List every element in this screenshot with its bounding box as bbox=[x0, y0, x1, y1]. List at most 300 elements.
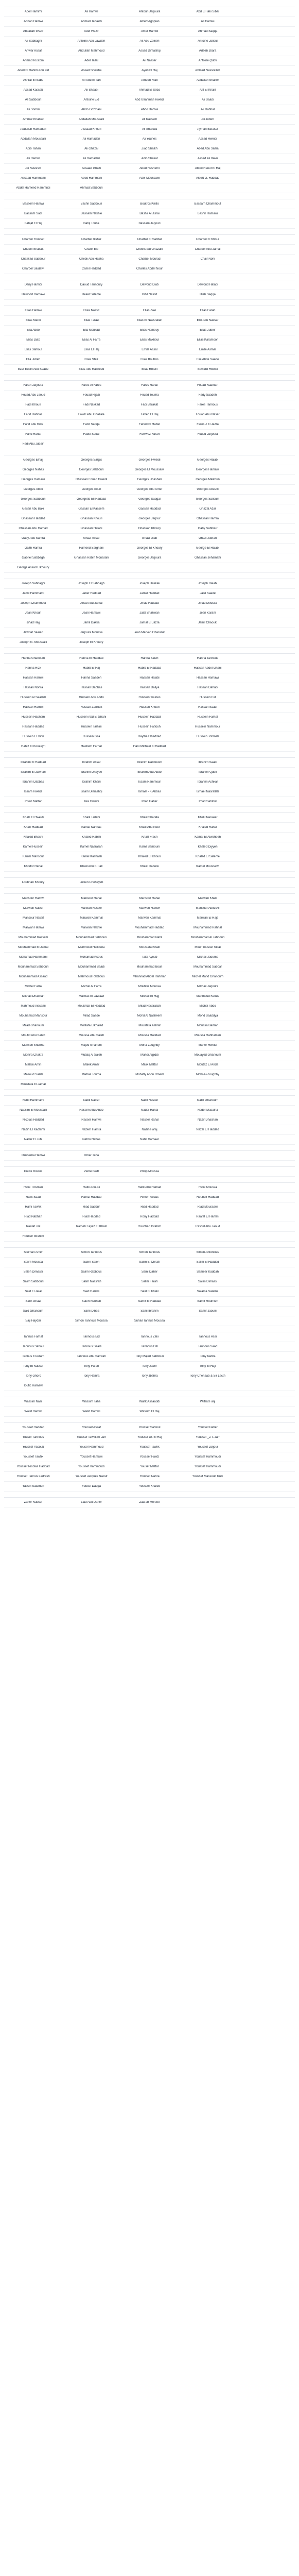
name-cell: Mansour Rahal bbox=[81, 896, 102, 900]
name-cell: Hassan Haddad bbox=[22, 725, 44, 728]
name-cell: Youssef Jarjour bbox=[197, 1445, 218, 1449]
name-cell: Antoine Jalloul bbox=[198, 39, 218, 43]
name-cell bbox=[237, 1128, 295, 1132]
name-cell bbox=[237, 433, 295, 436]
name-cell: Marwan Hamwi bbox=[139, 906, 160, 910]
name-cell: Elias Boutros bbox=[140, 358, 159, 361]
name-cell: Adib Tahan bbox=[25, 147, 41, 150]
name-cell bbox=[237, 338, 295, 342]
name-cell: Fares Rahal bbox=[141, 383, 158, 387]
name-cell: Samir El Haddad bbox=[138, 1299, 161, 1303]
name-cell: Nabil Ghanoum bbox=[197, 1098, 219, 1102]
name-cell: Bashir Hamawi bbox=[197, 212, 218, 215]
table-row bbox=[4, 1472, 295, 1482]
name-cell bbox=[237, 826, 295, 829]
name-section bbox=[4, 1391, 295, 1417]
name-cell bbox=[237, 1384, 295, 1388]
name-section bbox=[4, 229, 295, 274]
name-cell: Hussein Issa bbox=[82, 735, 100, 738]
name-cell bbox=[237, 413, 295, 417]
name-cell: Bassem Hamwi bbox=[22, 202, 44, 206]
name-cell: Roubeir Haddad bbox=[197, 1195, 219, 1199]
name-cell: Salih Ghazi bbox=[25, 1299, 41, 1303]
name-cell: Assaad Hammami bbox=[21, 176, 46, 180]
name-cell bbox=[237, 897, 295, 901]
name-cell: Adnan Hamwi bbox=[24, 20, 43, 23]
table-row bbox=[4, 335, 295, 345]
name-cell: Elie Abde Saade bbox=[196, 358, 219, 361]
table-row bbox=[4, 608, 295, 618]
name-cell: Farid Saqqa bbox=[83, 422, 100, 426]
name-cell: Mokhtar Moussa bbox=[138, 985, 161, 988]
name-cell bbox=[237, 1024, 295, 1028]
name-cell: Khaled El Saleme bbox=[196, 855, 220, 858]
table-row bbox=[4, 1332, 295, 1342]
name-section bbox=[4, 1145, 295, 1161]
name-cell: Ismael Nasrallah bbox=[196, 790, 219, 793]
name-cell: Ibrahim Khairi bbox=[82, 780, 101, 784]
name-cell: Youssef Nicolas Haddad bbox=[16, 1465, 50, 1468]
name-cell: Georges Malkoun bbox=[196, 478, 220, 481]
name-cell: Ibrahim Ashkar bbox=[197, 780, 218, 784]
name-cell bbox=[237, 790, 295, 794]
name-cell: Salim Sabbouri bbox=[23, 1280, 44, 1283]
name-cell: Hameed Sarghani bbox=[79, 546, 104, 550]
name-cell: Youssef Khaled bbox=[139, 1484, 160, 1488]
name-cell: Walid Hamwi bbox=[82, 1410, 100, 1413]
name-cell: Michel Farra bbox=[25, 985, 42, 988]
name-cell bbox=[237, 1270, 295, 1274]
name-cell bbox=[237, 1005, 295, 1008]
table-row bbox=[4, 199, 295, 209]
name-cell: Khaled Rabihi bbox=[82, 835, 101, 839]
name-cell: Abdel Hameed Hammudi bbox=[16, 186, 50, 190]
name-cell: Georges Hamawi bbox=[21, 478, 45, 481]
name-section bbox=[4, 872, 295, 888]
name-cell bbox=[237, 946, 295, 950]
section-divider bbox=[4, 1326, 295, 1332]
name-cell: Youssef Dr. El Haj bbox=[137, 1435, 162, 1439]
name-cell: Youssef Hamawi bbox=[80, 1455, 103, 1459]
name-cell: Jean Khouri bbox=[25, 611, 42, 615]
name-cell: Elias Mardi bbox=[25, 318, 41, 322]
name-section bbox=[4, 1326, 295, 1391]
name-cell bbox=[179, 631, 237, 635]
name-cell bbox=[237, 59, 295, 63]
name-cell: Ibrahim Dhaybe bbox=[80, 770, 102, 774]
name-cell bbox=[179, 1170, 237, 1174]
name-cell: Malek Amer bbox=[83, 1063, 100, 1066]
name-cell bbox=[237, 547, 295, 550]
name-cell bbox=[237, 1251, 295, 1255]
name-cell bbox=[237, 602, 295, 605]
name-cell: Georges Abu Amer bbox=[136, 487, 163, 491]
name-cell: Hussein Fattouh bbox=[138, 725, 161, 728]
name-cell: Tony Jaber bbox=[142, 1364, 157, 1368]
name-cell: Chebli Abu Hatiha bbox=[79, 257, 104, 261]
table-row bbox=[4, 842, 295, 852]
section-divider bbox=[4, 1417, 295, 1423]
name-cell: Saji Haydar bbox=[25, 1319, 41, 1323]
name-cell: Said El Jalal bbox=[25, 1290, 42, 1293]
name-cell: Ihsan Mattar bbox=[25, 800, 42, 803]
name-cell: Salim Dimassi bbox=[198, 1280, 218, 1283]
name-cell: Gassan El Kassem bbox=[78, 507, 104, 511]
name-cell bbox=[237, 735, 295, 739]
table-row bbox=[4, 37, 295, 46]
name-section bbox=[4, 1492, 295, 1507]
section-divider bbox=[4, 1177, 295, 1183]
name-cell: Tony Ghoro bbox=[25, 1374, 41, 1378]
section-divider bbox=[4, 888, 295, 894]
name-cell bbox=[237, 612, 295, 615]
name-cell bbox=[237, 641, 295, 645]
name-cell: Salim Nassrah bbox=[81, 1280, 101, 1283]
name-cell: Sami Daher bbox=[141, 1270, 158, 1274]
name-cell: Elias Hamouy bbox=[140, 328, 159, 332]
table-row bbox=[4, 290, 295, 300]
table-row bbox=[4, 878, 295, 888]
name-cell: Youssef Hammoudi bbox=[78, 1465, 104, 1468]
name-cell: Salim Farah bbox=[141, 1280, 158, 1283]
table-row bbox=[4, 400, 295, 410]
name-section bbox=[4, 1, 295, 193]
name-cell: Issam Nammour bbox=[138, 780, 161, 784]
name-cell: Toufic Hamawi bbox=[23, 1384, 43, 1387]
table-row bbox=[4, 1202, 295, 1212]
table-row bbox=[4, 1287, 295, 1297]
name-cell: Elias Farah bbox=[200, 309, 216, 312]
name-cell bbox=[237, 309, 295, 313]
name-cell bbox=[237, 293, 295, 297]
name-cell: Moussa Rahhaman bbox=[194, 1033, 221, 1037]
name-cell: Chafik El Sabbour bbox=[21, 257, 46, 261]
name-cell: Hassan Khouri bbox=[139, 705, 160, 709]
name-cell bbox=[237, 1073, 295, 1077]
name-cell: Said El Khalil bbox=[140, 1290, 159, 1293]
name-cell: Saleh Nabhan bbox=[81, 1299, 101, 1303]
name-cell: Nasser Rahal bbox=[140, 1118, 159, 1122]
table-row bbox=[4, 923, 295, 933]
table-row bbox=[4, 722, 295, 732]
name-cell bbox=[237, 177, 295, 180]
name-cell: Khalil Sharafa bbox=[140, 816, 159, 819]
name-cell: Emile Assal bbox=[142, 348, 157, 351]
name-cell: Riad Haddad bbox=[140, 1205, 159, 1209]
table-row bbox=[4, 904, 295, 913]
table-row bbox=[4, 365, 295, 375]
section-divider bbox=[4, 648, 295, 654]
name-cell: Ahmad Sabbouri bbox=[80, 186, 103, 190]
name-cell: Nazih El Haddad bbox=[196, 1128, 219, 1131]
name-cell: Moussa Badran bbox=[197, 1024, 219, 1027]
table-row bbox=[4, 1135, 295, 1145]
name-cell: Khodor Rahal bbox=[24, 865, 43, 868]
name-cell bbox=[237, 631, 295, 635]
name-cell: Rashid Abu Jaoud bbox=[195, 1225, 220, 1228]
name-cell: Moustafa Khalil bbox=[139, 945, 160, 949]
name-cell: Nassim El Moussalli bbox=[20, 1108, 47, 1112]
name-cell: Youssef Daher bbox=[198, 1426, 218, 1429]
name-cell: Ghazi Assaf bbox=[83, 536, 100, 540]
name-cell: Mouhammad Sabbar bbox=[193, 965, 222, 969]
name-cell: Tony Jbehra bbox=[141, 1374, 158, 1378]
name-cell: Oussama Hamwi bbox=[21, 1154, 45, 1157]
name-cell: Tannous Dib bbox=[141, 1345, 158, 1348]
name-cell: Charbel El Khour bbox=[196, 238, 219, 241]
table-row bbox=[4, 355, 295, 365]
name-cell bbox=[237, 926, 295, 930]
section-divider bbox=[4, 274, 295, 280]
name-cell: Bassam Sadi bbox=[24, 212, 42, 215]
table-row bbox=[4, 894, 295, 904]
name-section bbox=[4, 1177, 295, 1242]
name-cell bbox=[237, 1465, 295, 1469]
name-cell bbox=[237, 1375, 295, 1378]
name-cell: Moustafa Ashraf bbox=[138, 1024, 161, 1027]
name-cell bbox=[237, 202, 295, 206]
name-cell: Assad Sheikha bbox=[81, 69, 102, 72]
name-cell: Hanna Tannous bbox=[197, 656, 219, 660]
name-cell: Mouhammad Rahhal bbox=[194, 926, 222, 929]
name-cell: Ghassan Halabi bbox=[80, 527, 102, 530]
table-row bbox=[4, 982, 295, 992]
name-cell: Joseph Halabi bbox=[198, 582, 218, 585]
name-cell: Hassan Dahabi bbox=[197, 686, 218, 689]
table-row bbox=[4, 777, 295, 787]
name-cell bbox=[237, 69, 295, 73]
name-cell: Elias Sfeir bbox=[84, 358, 98, 361]
section-divider bbox=[4, 375, 295, 381]
name-cell bbox=[237, 676, 295, 680]
table-row bbox=[4, 553, 295, 563]
name-cell: Georges El Moussawi bbox=[134, 468, 165, 471]
name-cell: Youssef Tannus Ladrash bbox=[16, 1475, 50, 1478]
name-cell: Tony El Nasser bbox=[23, 1364, 44, 1368]
name-cell: Nazem Hamra bbox=[81, 1128, 101, 1131]
name-cell bbox=[237, 89, 295, 92]
name-cell bbox=[237, 384, 295, 387]
name-cell bbox=[237, 283, 295, 287]
name-cell bbox=[237, 30, 295, 33]
name-cell: Ali Ramadan bbox=[82, 157, 100, 160]
name-cell bbox=[179, 222, 237, 226]
name-cell: Roudhad Ibrahim bbox=[137, 1225, 162, 1228]
table-row bbox=[4, 255, 295, 264]
name-cell: Hanna Ghanoum bbox=[21, 656, 45, 660]
name-cell: Elia Jubeh bbox=[26, 358, 41, 361]
name-cell: Issam Hweidi bbox=[24, 790, 43, 793]
name-cell: Dawoud Diab bbox=[140, 283, 159, 286]
table-row bbox=[4, 105, 295, 115]
name-cell bbox=[237, 167, 295, 171]
name-cell: Tannous Saad bbox=[198, 1345, 218, 1348]
name-cell: Said Ghanoum bbox=[23, 1309, 44, 1313]
name-cell: Elia Moukad bbox=[83, 328, 100, 332]
name-cell bbox=[237, 1186, 295, 1190]
name-cell: Chair Nohi bbox=[200, 257, 215, 261]
name-section bbox=[4, 300, 295, 375]
name-cell: Marwan Kammal bbox=[138, 916, 161, 920]
name-cell bbox=[237, 358, 295, 362]
name-cell bbox=[237, 800, 295, 804]
name-cell: Abdo Hamwi bbox=[140, 108, 159, 111]
name-cell: Elias Zaki bbox=[143, 309, 156, 312]
name-cell: Youssef Jacques Nassif bbox=[75, 1475, 108, 1478]
name-section bbox=[4, 1090, 295, 1145]
name-cell bbox=[237, 348, 295, 352]
name-cell: Abed Abu Salha bbox=[197, 147, 219, 150]
name-cell: Sami Ibrahim bbox=[140, 1309, 159, 1313]
name-cell: Jamal El Jazra bbox=[139, 621, 160, 624]
name-cell: Ali Hamwi bbox=[26, 157, 40, 160]
name-cell: Walid Hamwi bbox=[24, 1410, 42, 1413]
name-cell bbox=[237, 212, 295, 216]
name-cell: Habib El Haj bbox=[83, 666, 100, 670]
table-row bbox=[4, 787, 295, 797]
name-cell: Ghassan Hamra bbox=[196, 517, 219, 520]
name-cell: Milad Ghanoum bbox=[22, 1024, 44, 1027]
name-cell: Ayman Barakat bbox=[197, 127, 218, 131]
name-cell: Camil Haddad bbox=[81, 267, 101, 270]
name-cell: Tannus El Adam bbox=[22, 1354, 44, 1358]
name-cell: Adeeb Jbara bbox=[199, 49, 217, 53]
name-cell bbox=[179, 1501, 237, 1504]
table-row bbox=[4, 381, 295, 391]
name-cell bbox=[237, 1170, 295, 1174]
name-cell bbox=[237, 1355, 295, 1359]
name-cell: Hassan Hamwi bbox=[23, 676, 44, 680]
name-cell: Roubeir Ibrahim bbox=[22, 1234, 44, 1238]
name-cell: Jawdat Saaied bbox=[23, 631, 43, 634]
name-cell: Haytha Elhaddad bbox=[137, 735, 162, 738]
table-row bbox=[4, 992, 295, 1002]
name-cell: Georges Sabbouri bbox=[21, 497, 46, 501]
table-row bbox=[4, 56, 295, 66]
name-cell: Abed Hashemi bbox=[139, 166, 160, 170]
table-row bbox=[4, 732, 295, 742]
name-cell bbox=[237, 725, 295, 729]
name-cell: Mahmoud Ksous bbox=[196, 994, 219, 998]
name-cell: Mohafly Abou Hmeid bbox=[135, 1073, 164, 1076]
name-cell: Georges Elhajj bbox=[23, 458, 43, 462]
section-divider bbox=[4, 300, 295, 306]
table-row bbox=[4, 485, 295, 495]
table-row bbox=[4, 703, 295, 713]
name-cell bbox=[237, 716, 295, 719]
table-row bbox=[4, 1031, 295, 1041]
table-row bbox=[4, 504, 295, 514]
name-cell: George El Halabi bbox=[196, 546, 219, 550]
name-cell: Dawood Hamawi bbox=[22, 293, 45, 296]
name-cell: Gassan Haddad bbox=[138, 507, 161, 511]
name-cell bbox=[237, 40, 295, 43]
name-cell: Jamil Chaouki bbox=[198, 621, 218, 624]
name-cell bbox=[237, 1319, 295, 1323]
name-cell bbox=[237, 507, 295, 511]
name-cell: Kamel Kashash bbox=[80, 855, 102, 858]
table-row bbox=[4, 1307, 295, 1316]
name-cell: Assaad Ghazi bbox=[82, 166, 101, 170]
name-cell: Charles Abdel Nour bbox=[136, 267, 163, 270]
name-cell: Michel Al Farra bbox=[81, 985, 102, 988]
name-cell bbox=[237, 1099, 295, 1103]
table-row bbox=[4, 235, 295, 245]
name-cell: Bashir Al Jisrai bbox=[139, 212, 160, 215]
name-cell: Hussein Haddad bbox=[138, 715, 161, 719]
table-row bbox=[4, 27, 295, 37]
name-cell: Adel Moussawi bbox=[139, 176, 160, 180]
name-cell: Abdallah Wazir bbox=[23, 29, 44, 33]
name-cell: Elie Abu Nassar bbox=[197, 318, 219, 322]
name-cell: Tony Farah bbox=[83, 1364, 99, 1368]
name-cell: Mansour Nassif bbox=[23, 916, 44, 920]
name-cell bbox=[179, 1485, 237, 1488]
name-cell bbox=[179, 1319, 237, 1323]
name-cell: Fahed El Haffar bbox=[138, 422, 161, 426]
name-cell: Riad Sabbur bbox=[83, 1205, 100, 1209]
name-cell bbox=[237, 468, 295, 472]
name-cell: Tony Majed Sabbouri bbox=[135, 1354, 164, 1358]
table-row bbox=[4, 1050, 295, 1060]
name-cell: Ibrahim Qubti bbox=[198, 770, 217, 774]
name-cell: Fouad Abu Naser bbox=[196, 413, 220, 416]
name-cell: Tannus Farhat bbox=[23, 1335, 43, 1338]
name-cell bbox=[237, 1083, 295, 1087]
name-cell: Moussa Haddad bbox=[138, 1033, 161, 1037]
table-row bbox=[4, 1277, 295, 1287]
name-cell: Georges Abdo bbox=[23, 487, 43, 491]
name-cell: Georges Abu Ali bbox=[197, 487, 219, 491]
name-cell: Ghazal Azar bbox=[199, 507, 216, 511]
name-cell: Georgette Eli Haddad bbox=[77, 497, 106, 501]
table-row bbox=[4, 1371, 295, 1381]
name-cell bbox=[62, 1235, 120, 1239]
name-cell: Ali Somisi bbox=[26, 108, 40, 111]
name-cell bbox=[179, 1083, 237, 1087]
table-row bbox=[4, 1183, 295, 1193]
table-row bbox=[4, 1106, 295, 1115]
name-cell: Jean Marvan Ghassnaf bbox=[133, 631, 166, 634]
name-cell: Khaled Rahal bbox=[198, 825, 217, 829]
name-cell: Kamal Nahhas bbox=[81, 825, 101, 829]
name-cell: Raafat El Hammi bbox=[196, 1215, 219, 1218]
name-cell: Bassam Nakhle bbox=[80, 212, 102, 215]
name-cell: Fadi Abu Jubair bbox=[23, 442, 44, 446]
name-cell: Ramzi Haddad bbox=[81, 1195, 102, 1199]
name-cell bbox=[237, 1225, 295, 1229]
table-row bbox=[4, 628, 295, 638]
name-cell: Salama Salama bbox=[197, 1290, 219, 1293]
name-cell bbox=[237, 238, 295, 242]
name-cell bbox=[237, 1400, 295, 1404]
name-cell: Mour Youssef Sibai bbox=[195, 945, 221, 949]
name-cell: Mansour Hamwi bbox=[22, 896, 44, 900]
name-cell: Khaled Bhashi bbox=[23, 835, 43, 839]
name-cell: Fadi Khouri bbox=[25, 403, 41, 406]
name-cell bbox=[237, 527, 295, 531]
section-divider bbox=[4, 449, 295, 455]
name-cell bbox=[179, 187, 237, 190]
name-cell bbox=[237, 1063, 295, 1067]
name-cell: Abdallah Moussalli bbox=[78, 117, 104, 121]
name-cell: Ghazi Jubran bbox=[198, 536, 217, 540]
name-cell bbox=[237, 258, 295, 261]
name-cell bbox=[237, 745, 295, 749]
name-cell bbox=[237, 1206, 295, 1209]
name-cell: Tannous Assi bbox=[199, 1335, 217, 1338]
name-cell bbox=[237, 423, 295, 427]
